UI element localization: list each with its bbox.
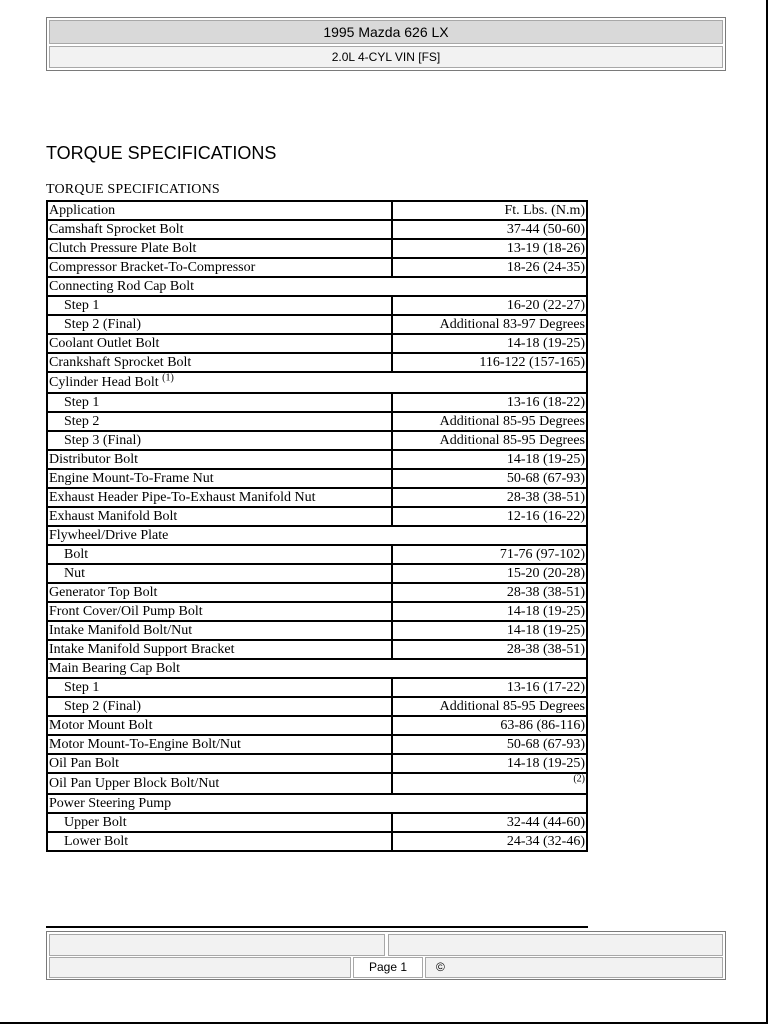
torque-value-cell: 14-18 (19-25) xyxy=(392,602,587,621)
application-label: Oil Pan Bolt xyxy=(49,756,120,771)
application-label: Step 2 (Final) xyxy=(64,699,141,714)
table-row xyxy=(47,735,587,754)
application-label: Bolt xyxy=(64,547,89,562)
application-label: Main Bearing Cap Bolt xyxy=(49,661,181,676)
application-label: Step 3 (Final) xyxy=(64,433,141,448)
table-row xyxy=(47,697,587,716)
table-row xyxy=(47,334,587,353)
page-number: Page 1 xyxy=(353,957,423,978)
application-cell xyxy=(47,450,392,469)
application-cell xyxy=(47,621,392,640)
table-caption: TORQUE SPECIFICATIONS xyxy=(46,182,220,197)
application-cell xyxy=(47,526,587,545)
application-cell xyxy=(47,697,392,716)
torque-value-cell: 12-16 (16-22) xyxy=(392,507,587,526)
application-label: Exhaust Header Pipe-To-Exhaust Manifold Nut xyxy=(49,490,316,505)
torque-value-cell: 18-26 (24-35) xyxy=(392,258,587,277)
application-label: Front Cover/Oil Pump Bolt xyxy=(49,604,203,619)
application-cell xyxy=(47,296,392,315)
application-cell xyxy=(47,754,392,773)
column-header-value: Ft. Lbs. (N.m) xyxy=(392,201,587,220)
application-cell xyxy=(47,716,392,735)
application-label: Exhaust Manifold Bolt xyxy=(49,509,178,524)
application-cell xyxy=(47,583,392,602)
torque-value-cell: 63-86 (86-116) xyxy=(392,716,587,735)
torque-spec-table xyxy=(46,200,588,852)
table-row xyxy=(47,277,587,296)
application-label: Distributor Bolt xyxy=(49,452,139,467)
table-row xyxy=(47,258,587,277)
application-cell xyxy=(47,469,392,488)
application-label: Motor Mount-To-Engine Bolt/Nut xyxy=(49,737,241,752)
application-cell xyxy=(47,564,392,583)
application-cell xyxy=(47,239,392,258)
application-cell xyxy=(47,315,392,334)
table-row xyxy=(47,353,587,372)
application-cell xyxy=(47,640,392,659)
torque-value-cell: 37-44 (50-60) xyxy=(392,220,587,239)
torque-value-cell: 14-18 (19-25) xyxy=(392,334,587,353)
copyright-mark: © xyxy=(425,957,723,978)
application-label: Connecting Rod Cap Bolt xyxy=(49,279,195,294)
torque-value-cell: 14-18 (19-25) xyxy=(392,621,587,640)
column-header-application: Application xyxy=(47,201,392,220)
torque-value-cell: 28-38 (38-51) xyxy=(392,583,587,602)
table-row xyxy=(47,621,587,640)
application-cell xyxy=(47,412,392,431)
application-cell xyxy=(47,258,392,277)
torque-value-cell: 71-76 (97-102) xyxy=(392,545,587,564)
application-label: Compressor Bracket-To-Compressor xyxy=(49,260,256,275)
torque-value-cell: Additional 85-95 Degrees xyxy=(392,697,587,716)
torque-value-cell: 13-16 (18-22) xyxy=(392,393,587,412)
application-cell xyxy=(47,659,587,678)
application-label: Step 2 (Final) xyxy=(64,317,141,332)
application-cell xyxy=(47,813,392,832)
application-cell xyxy=(47,735,392,754)
table-row xyxy=(47,545,587,564)
application-cell xyxy=(47,277,587,296)
application-label: Power Steering Pump xyxy=(49,796,172,811)
application-cell xyxy=(47,393,392,412)
application-cell xyxy=(47,794,587,813)
torque-value-cell: 24-34 (32-46) xyxy=(392,832,587,851)
table-row xyxy=(47,813,587,832)
torque-value-cell: 16-20 (22-27) xyxy=(392,296,587,315)
torque-value-cell: 50-68 (67-93) xyxy=(392,735,587,754)
vehicle-title: 1995 Mazda 626 LX xyxy=(49,20,723,44)
section-title: TORQUE SPECIFICATIONS xyxy=(46,143,277,163)
torque-value-cell: 28-38 (38-51) xyxy=(392,488,587,507)
application-cell xyxy=(47,431,392,450)
application-label: Camshaft Sprocket Bolt xyxy=(49,222,184,237)
table-cutoff-line xyxy=(46,926,588,928)
torque-value-cell: 32-44 (44-60) xyxy=(392,813,587,832)
application-label: Nut xyxy=(64,566,85,581)
footnote-marker: (1) xyxy=(162,372,174,384)
torque-value-cell: Additional 83-97 Degrees xyxy=(392,315,587,334)
table-row xyxy=(47,315,587,334)
application-cell xyxy=(47,353,392,372)
application-label: Upper Bolt xyxy=(64,815,127,830)
application-label: Crankshaft Sprocket Bolt xyxy=(49,355,192,370)
document-footer xyxy=(46,931,726,980)
table-row xyxy=(47,488,587,507)
table-row xyxy=(47,583,587,602)
application-label: Flywheel/Drive Plate xyxy=(49,528,169,543)
table-row xyxy=(47,716,587,735)
application-label: Intake Manifold Support Bracket xyxy=(49,642,235,657)
application-label: Step 2 xyxy=(64,414,100,429)
table-row xyxy=(47,794,587,813)
table-row xyxy=(47,220,587,239)
application-cell xyxy=(47,220,392,239)
application-label: Clutch Pressure Plate Bolt xyxy=(49,241,197,256)
application-cell xyxy=(47,832,392,851)
application-cell xyxy=(47,773,392,794)
application-cell xyxy=(47,334,392,353)
table-row xyxy=(47,296,587,315)
torque-value-cell: 14-18 (19-25) xyxy=(392,450,587,469)
table-row xyxy=(47,754,587,773)
footer-cell xyxy=(388,934,723,956)
torque-value-cell: 28-38 (38-51) xyxy=(392,640,587,659)
torque-value-cell xyxy=(392,773,587,794)
torque-value-cell: 14-18 (19-25) xyxy=(392,754,587,773)
torque-value-cell: 116-122 (157-165) xyxy=(392,353,587,372)
table-row xyxy=(47,526,587,545)
torque-value-cell: 15-20 (20-28) xyxy=(392,564,587,583)
application-label: Generator Top Bolt xyxy=(49,585,158,600)
application-label: Lower Bolt xyxy=(64,834,129,849)
application-cell xyxy=(47,678,392,697)
torque-value-cell: Additional 85-95 Degrees xyxy=(392,412,587,431)
application-label: Step 1 xyxy=(64,298,100,313)
torque-value-cell: 13-16 (17-22) xyxy=(392,678,587,697)
application-label: Step 1 xyxy=(64,680,100,695)
table-row xyxy=(47,393,587,412)
table-row xyxy=(47,659,587,678)
table-row xyxy=(47,678,587,697)
table-row xyxy=(47,773,587,794)
table-row xyxy=(47,507,587,526)
application-label: Step 1 xyxy=(64,395,100,410)
table-row xyxy=(47,431,587,450)
table-row xyxy=(47,640,587,659)
footer-cell xyxy=(49,957,351,978)
table-row xyxy=(47,564,587,583)
torque-value-cell: 50-68 (67-93) xyxy=(392,469,587,488)
application-cell xyxy=(47,488,392,507)
application-label: Cylinder Head Bolt xyxy=(49,375,159,390)
table-header-row xyxy=(47,201,587,220)
application-cell xyxy=(47,372,587,393)
torque-value-cell: 13-19 (18-26) xyxy=(392,239,587,258)
table-row xyxy=(47,832,587,851)
table-row xyxy=(47,450,587,469)
torque-value-cell: Additional 85-95 Degrees xyxy=(392,431,587,450)
table-row xyxy=(47,372,587,393)
document-header xyxy=(46,17,726,71)
application-label: Motor Mount Bolt xyxy=(49,718,153,733)
table-row xyxy=(47,469,587,488)
table-row xyxy=(47,412,587,431)
table-row xyxy=(47,602,587,621)
application-label: Engine Mount-To-Frame Nut xyxy=(49,471,214,486)
footnote-marker: (2) xyxy=(573,773,585,785)
table-row xyxy=(47,239,587,258)
application-label: Coolant Outlet Bolt xyxy=(49,336,160,351)
application-label: Intake Manifold Bolt/Nut xyxy=(49,623,193,638)
application-cell xyxy=(47,507,392,526)
application-label: Oil Pan Upper Block Bolt/Nut xyxy=(49,776,220,791)
engine-subtitle: 2.0L 4-CYL VIN [FS] xyxy=(49,46,723,68)
footer-cell xyxy=(49,934,385,956)
application-cell xyxy=(47,602,392,621)
application-cell xyxy=(47,545,392,564)
